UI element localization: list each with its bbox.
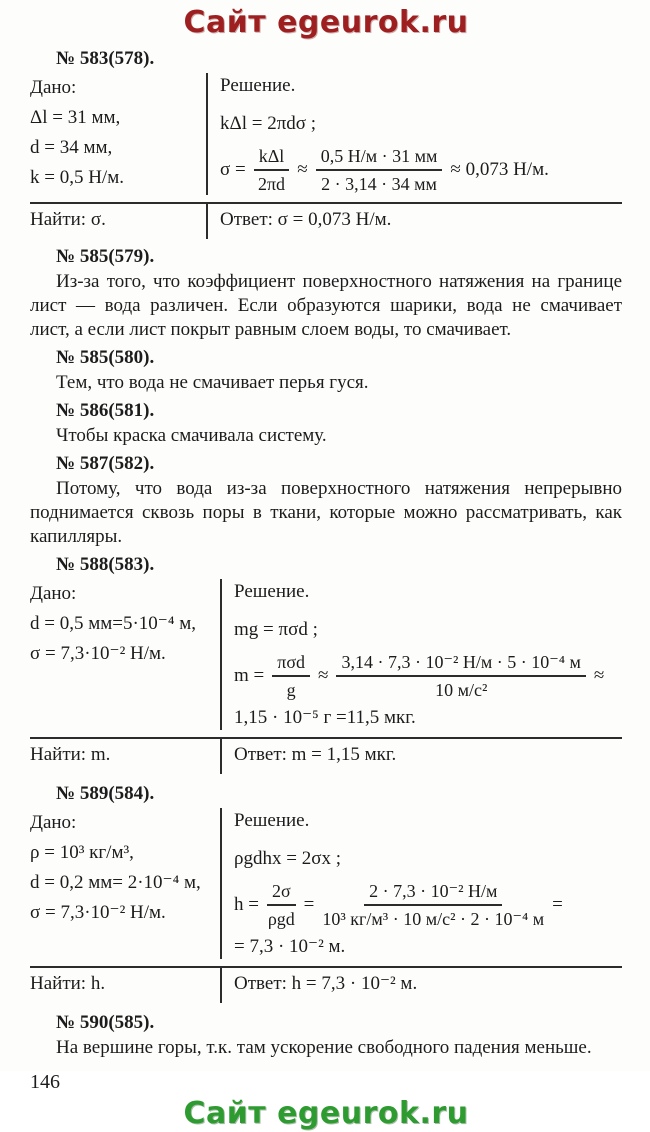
find-text: Найти: m.: [30, 744, 111, 765]
equation-with-fractions: [234, 880, 622, 930]
answer-text: Ответ: m = 1,15 мкг.: [220, 739, 622, 774]
problem-587-582: [30, 448, 622, 549]
problem-number: № 585(580).: [56, 347, 155, 368]
given-line: d = 0,2 мм= 2·10⁻⁴ м,: [30, 872, 201, 893]
given-line: d = 0,5 мм=5·10⁻⁴ м,: [30, 613, 196, 634]
fraction-numerator: 0,5 Н/м · 31 мм: [316, 145, 443, 171]
table-main-row: [30, 73, 622, 195]
fraction: [336, 651, 585, 701]
solution-table: [30, 579, 622, 774]
fraction-denominator: 2πd: [257, 174, 286, 194]
fraction-numerator: 3,14 · 7,3 · 10⁻² Н/м · 5 · 10⁻⁴ м: [336, 651, 585, 677]
page-number: 146: [30, 1071, 60, 1093]
equation-result: ≈ 0,073 Н/м.: [450, 159, 549, 180]
problem-number: № 583(578).: [56, 48, 155, 69]
site-watermark-bottom: Сайт egeurok.ru: [183, 1096, 469, 1131]
solution-column: [206, 73, 622, 195]
table-main-row: [30, 579, 622, 730]
solution-column: [220, 808, 622, 959]
given-column: [30, 73, 206, 195]
find-text: Найти: h.: [30, 973, 106, 994]
fraction-numerator: 2 · 7,3 · 10⁻² Н/м: [364, 880, 502, 906]
fraction: [267, 880, 296, 930]
given-label: Дано:: [30, 812, 77, 833]
fraction-denominator: 2 · 3,14 · 34 мм: [321, 174, 437, 194]
fraction: [272, 651, 310, 701]
given-line: d = 34 мм,: [30, 137, 113, 158]
table-main-row: [30, 808, 622, 959]
answer-paragraph: Из-за того, что коэффициент поверхностного натяжения на границе лист — вода различен. Если образуются шарики, вода не смачивает лист, а если лист покрыт равным слоем воды, то смачивает.: [30, 271, 622, 340]
given-line: Δl = 31 мм,: [30, 107, 121, 128]
problem-number: № 587(582).: [56, 453, 155, 474]
equation-result: =: [552, 894, 563, 915]
fraction-denominator: ρgd: [267, 909, 295, 929]
given-column: [30, 808, 220, 959]
find-text: Найти: σ.: [30, 209, 106, 230]
solution-label: Решение.: [220, 75, 296, 96]
problem-589-584: [30, 774, 622, 1003]
site-watermark-top: Сайт egeurok.ru: [183, 5, 469, 40]
equation: ρgdhx = 2σx ;: [234, 848, 341, 869]
answer-row: [30, 737, 622, 774]
problem-number: № 589(584).: [56, 783, 155, 804]
problem-585-580: [30, 342, 622, 395]
problem-number: № 585(579).: [56, 246, 155, 267]
given-line: ρ = 10³ кг/м³,: [30, 842, 134, 863]
solution-label: Решение.: [234, 810, 310, 831]
equation-lhs: m =: [234, 665, 265, 686]
fraction-denominator: 10³ кг/м³ · 10 м/с² · 2 · 10⁻⁴ м: [322, 909, 545, 929]
problem-590-585: [30, 1003, 622, 1060]
problem-588-583: [30, 549, 622, 774]
problem-583-578: [30, 41, 622, 239]
problem-number: № 586(581).: [56, 400, 155, 421]
answer-row: [30, 202, 622, 239]
equation-relation: ≈: [297, 159, 308, 180]
fraction-denominator: 10 м/с²: [435, 680, 488, 700]
fraction-denominator: g: [286, 680, 296, 700]
equation: mg = πσd ;: [234, 619, 318, 640]
solution-table: [30, 73, 622, 239]
answer-paragraph: Тем, что вода не смачивает перья гуся.: [56, 372, 369, 393]
equation: kΔl = 2πdσ ;: [220, 113, 317, 134]
answer-text: Ответ: h = 7,3 · 10⁻² м.: [220, 968, 622, 1003]
equation-continuation: = 7,3 · 10⁻² м.: [234, 936, 346, 957]
equation-with-fractions: [234, 651, 622, 701]
equation-result: ≈: [593, 665, 605, 686]
solution-column: [220, 579, 622, 730]
equation-relation: =: [303, 894, 315, 915]
fraction-numerator: kΔl: [254, 145, 290, 171]
answer-paragraph: Чтобы краска смачивала систему.: [56, 425, 327, 446]
given-label: Дано:: [30, 583, 77, 604]
answer-paragraph: Потому, что вода из-за поверхностного натяжения непрерывно поднимается сквозь поры в ткани, которые можно рассматривать, как капилляры.: [30, 478, 622, 547]
fraction: [316, 145, 443, 195]
problem-number: № 590(585).: [56, 1012, 155, 1033]
equation-lhs: h =: [234, 894, 259, 915]
fraction-numerator: πσd: [272, 651, 310, 677]
fraction: [322, 880, 544, 930]
equation-with-fractions: [220, 145, 622, 195]
given-label: Дано:: [30, 77, 77, 98]
given-line: σ = 7,3·10⁻² Н/м.: [30, 902, 166, 923]
solution-label: Решение.: [234, 581, 310, 602]
problem-number: № 588(583).: [56, 554, 155, 575]
problem-585-579: [30, 239, 622, 342]
equation-relation: ≈: [318, 665, 329, 686]
fraction: [254, 145, 290, 195]
answer-text: Ответ: σ = 0,073 Н/м.: [206, 204, 622, 239]
given-column: [30, 579, 220, 730]
equation-lhs: σ =: [220, 159, 246, 180]
problem-586-581: [30, 395, 622, 448]
given-line: σ = 7,3·10⁻² Н/м.: [30, 643, 166, 664]
solution-table: [30, 808, 622, 1003]
fraction-numerator: 2σ: [267, 880, 296, 906]
given-line: k = 0,5 Н/м.: [30, 167, 124, 188]
answer-row: [30, 966, 622, 1003]
equation-continuation: 1,15 · 10⁻⁵ г =11,5 мкг.: [234, 707, 416, 728]
answer-paragraph: На вершине горы, т.к. там ускорение свободного падения меньше.: [56, 1037, 592, 1058]
